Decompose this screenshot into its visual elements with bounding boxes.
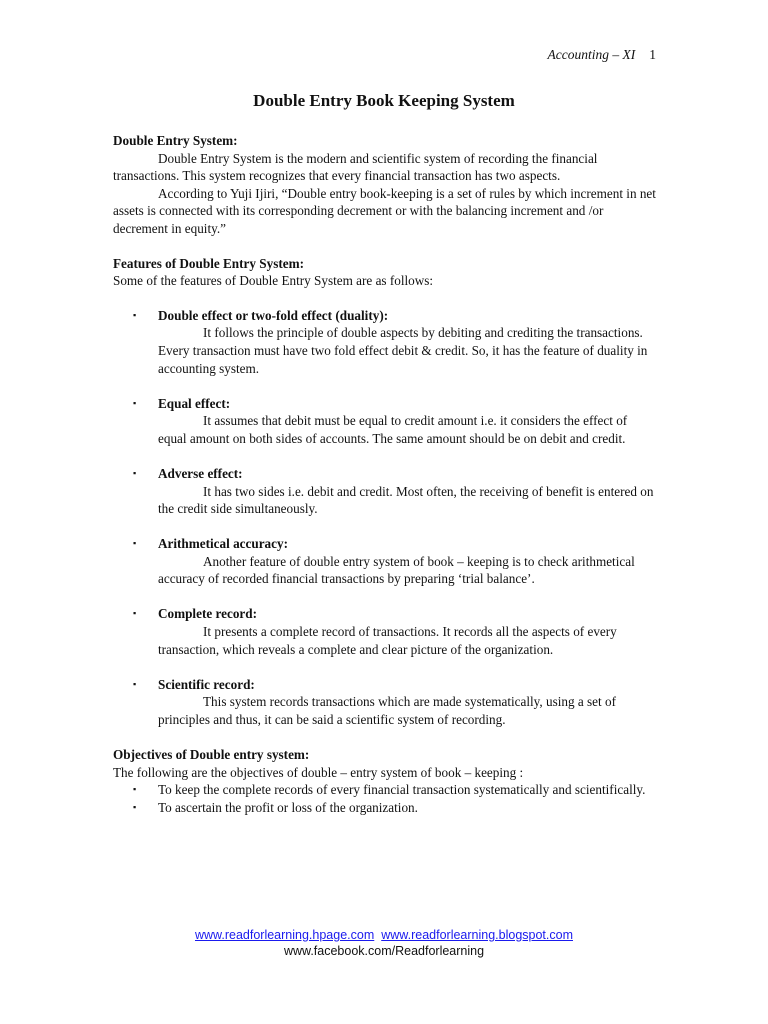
footer-link-hpage[interactable]: www.readforlearning.hpage.com (194, 928, 375, 942)
bullet-icon: ▪ (133, 608, 137, 619)
bullet-icon: ▪ (133, 538, 137, 549)
bullet-icon: ▪ (133, 784, 137, 795)
objective-text: To keep the complete records of every financial transaction systematically and scientifically. (158, 782, 646, 798)
page-title: Double Entry Book Keeping System (253, 91, 515, 110)
feature-text: Another feature of double entry system of book – keeping is to check arithmetical accuracy of recorded financial transactions by preparing ‘trial balance’. (158, 553, 635, 587)
running-header (548, 46, 656, 64)
paragraph-definition: Double Entry System is the modern and scientific system of recording the financial transactions. This system recognizes that every financial transaction has two aspects. (113, 150, 598, 184)
features-list (113, 307, 658, 729)
feature-title: Double effect or two-fold effect (duality): (158, 307, 389, 323)
feature-item (113, 465, 658, 518)
feature-text: It assumes that debit must be equal to credit amount i.e. it considers the effect of equal amount on both sides of accounts. The same amount should be on debit and credit. (158, 413, 628, 446)
feature-title: Arithmetical accuracy: (158, 536, 288, 552)
footer-facebook: www.facebook.com/Readforlearning (283, 944, 485, 958)
feature-item (113, 676, 658, 729)
section-heading-features: Features of Double Entry System: (113, 255, 304, 271)
bullet-icon: ▪ (133, 678, 137, 689)
feature-text: It has two sides i.e. debit and credit. Most often, the receiving of benefit is entered on the credit side simultaneously. (158, 483, 654, 517)
feature-text: It presents a complete record of transactions. It records all the aspects of every transaction, which reveals a complete and clear picture of the organization. (158, 624, 617, 657)
footer-link-blogspot[interactable]: www.readforlearning.blogspot.com (381, 928, 573, 942)
feature-title: Complete record: (158, 606, 257, 622)
feature-item (113, 307, 658, 377)
section-heading-double-entry: Double Entry System: (113, 133, 238, 148)
footer-links (0, 927, 768, 943)
bullet-icon: ▪ (133, 467, 137, 478)
objectives-intro: The following are the objectives of double – entry system of book – keeping : (113, 764, 524, 780)
feature-title: Adverse effect: (158, 465, 243, 481)
document-body (113, 132, 658, 816)
feature-item (113, 395, 658, 448)
bullet-icon: ▪ (133, 397, 137, 408)
feature-item (113, 535, 658, 588)
objective-text: To ascertain the profit or loss of the organization. (158, 799, 418, 815)
feature-item (113, 605, 658, 658)
feature-title: Scientific record: (158, 676, 255, 692)
bullet-icon: ▪ (133, 801, 137, 812)
feature-text: It follows the principle of double aspects by debiting and crediting the transactions. Every transaction must have two fold effect debit & credit. So, it has the feature of duality in accounting system. (158, 325, 648, 376)
objective-item (113, 781, 658, 799)
section-heading-objectives: Objectives of Double entry system: (113, 747, 310, 763)
bullet-icon: ▪ (133, 309, 137, 320)
page-footer (0, 927, 768, 959)
paragraph-quote: According to Yuji Ijiri, “Double entry book-keeping is a set of rules by which increment in net assets is connected with its corresponding decrement or with the balancing increment and /or decrement in equity.” (113, 185, 656, 236)
feature-title: Equal effect: (158, 395, 231, 411)
objectives-list (113, 781, 658, 816)
features-intro: Some of the features of Double Entry System are as follows: (113, 273, 434, 289)
running-title: Accounting – XI (547, 47, 636, 62)
feature-text: This system records transactions which are made systematically, using a set of principles and thus, it can be said a scientific system of recording. (158, 694, 616, 727)
objective-item (113, 799, 658, 817)
page-number: 1 (649, 47, 656, 62)
